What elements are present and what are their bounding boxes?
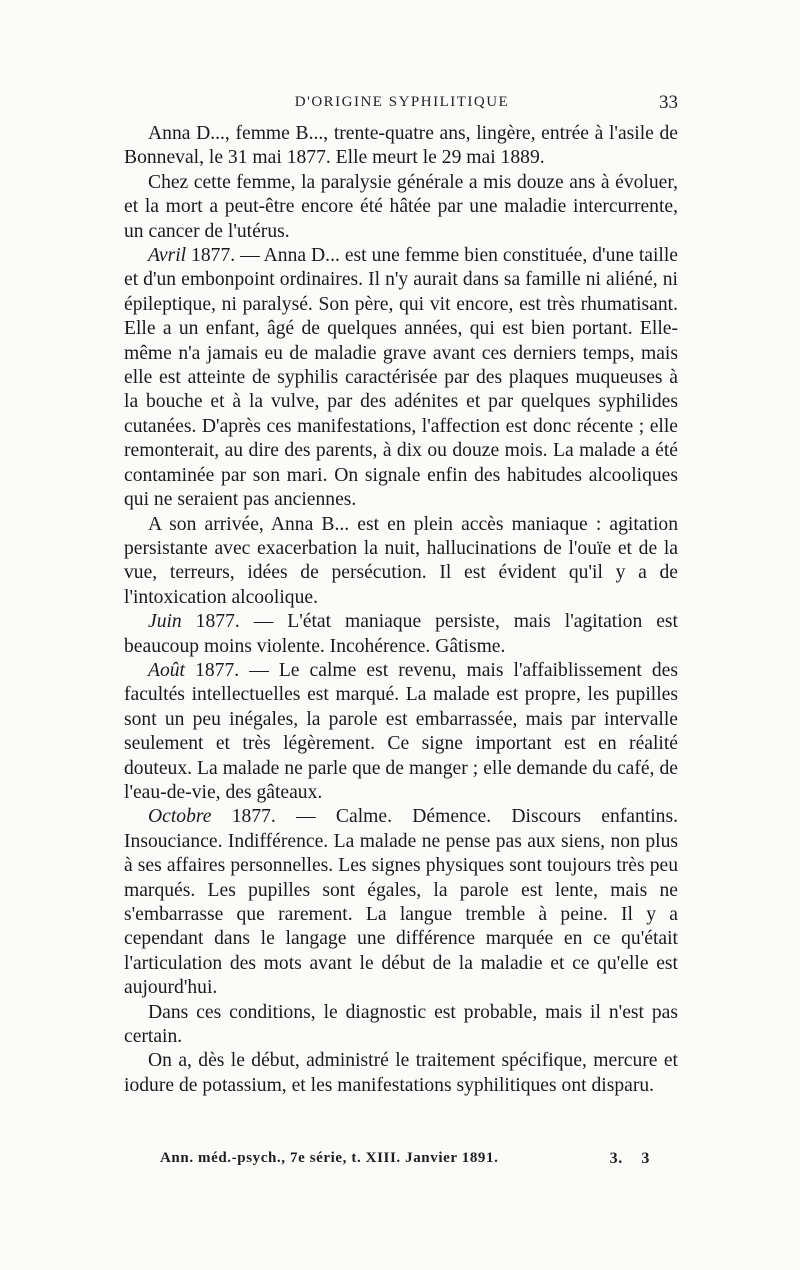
paragraph-text: Chez cette femme, la paralysie générale a mis douze ans à évoluer, et la mort a peut-être encore été hâtée par une maladie intercurrente, un cancer de l'utérus. — [124, 171, 678, 242]
running-title: D'ORIGINE SYPHILITIQUE — [294, 94, 510, 110]
page-number: 33 — [659, 92, 678, 113]
entry-date: Juin — [148, 611, 182, 633]
journal-signature: Ann. méd.-psych., 7e série, t. XIII. Janvier 1891. — [160, 1150, 499, 1166]
dated-entry — [124, 659, 678, 805]
paragraph-text: 1877. — Calme. Démence. Discours enfantins. Insouciance. Indifférence. La malade ne pense pas aux siens, non plus à ses affaires personnelles. Les signes physiques sont toujours très peu marqués. Les pupilles sont égales, la parole est lente, mais ne s'embarrasse que rarement. La langue tremble à peine. Il y a cependant dans le langage une différence marquée en ce qu'était l'articulation des mots avant le début de la maladie et ce qu'elle est aujourd'hui. — [124, 806, 678, 999]
entry-date: Avril — [148, 245, 187, 267]
paragraph-text: On a, dès le début, administré le traitement spécifique, mercure et iodure de potassium, et les manifestations syphilitiques ont disparu. — [124, 1050, 678, 1096]
paragraph — [124, 1001, 678, 1050]
paragraph-text: Dans ces conditions, le diagnostic est probable, mais il n'est pas certain. — [124, 1001, 678, 1048]
running-head — [122, 94, 682, 118]
paragraph-text: 1877. — L'état maniaque persiste, mais l'agitation est beaucoup moins violente. Incohérence. Gâtisme. — [124, 611, 678, 657]
printer-signature — [160, 1150, 650, 1167]
entry-date: Août — [148, 659, 186, 681]
paragraph-text: Anna D..., femme B..., trente-quatre ans, lingère, entrée à l'asile de Bonneval, le 31 mai 1877. Elle meurt le 29 mai 1889. — [124, 123, 678, 169]
paragraph — [124, 122, 678, 171]
paragraph-text: A son arrivée, Anna B... est en plein accès maniaque : agitation persistante avec exacerbation la nuit, hallucinations de l'ouïe et de la vue, terreurs, idées de persécution. Il est évident qu'il y a de l'intoxication alcoolique. — [124, 513, 678, 608]
sheet-mark: 3. 3 — [609, 1150, 650, 1167]
paragraph — [124, 513, 678, 611]
dated-entry — [124, 244, 678, 512]
body-text — [124, 122, 678, 1098]
dated-entry — [124, 805, 678, 1000]
paragraph — [124, 171, 678, 244]
entry-date: Octobre — [148, 806, 212, 828]
dated-entry — [124, 610, 678, 659]
paragraph-text: 1877. — Le calme est revenu, mais l'affaiblissement des facultés intellectuelles est marqué. La malade est propre, les pupilles sont un peu inégales, la parole est embarrassée, mais par intervalle seulement et très légèrement. Ce signe important est en réalité douteux. La malade ne parle que de manger ; elle demande du café, de l'eau-de-vie, des gâteaux. — [124, 659, 678, 803]
paragraph-text: 1877. — Anna D... est une femme bien constituée, d'une taille et d'un embonpoint ordinaires. Il n'y aurait dans sa famille ni aliéné, ni épileptique, ni paralysé. Son père, qui vit encore, est très rhumatisant. Elle a un enfant, âgé de quelques années, qui est bien portant. Elle-même n'a jamais eu de maladie grave avant ces derniers temps, mais elle est atteinte de syphilis caractérisée par des plaques muqueuses à la bouche et à la vulve, par des adénites et par quelques syphilides cutanées. D'après ces manifestations, l'affection est donc récente ; elle remonterait, au dire des parents, à dix ou douze mois. La malade a été contaminée par son mari. On signale enfin des habitudes alcooliques qui ne seraient pas anciennes. — [124, 245, 678, 511]
paragraph — [124, 1049, 678, 1098]
